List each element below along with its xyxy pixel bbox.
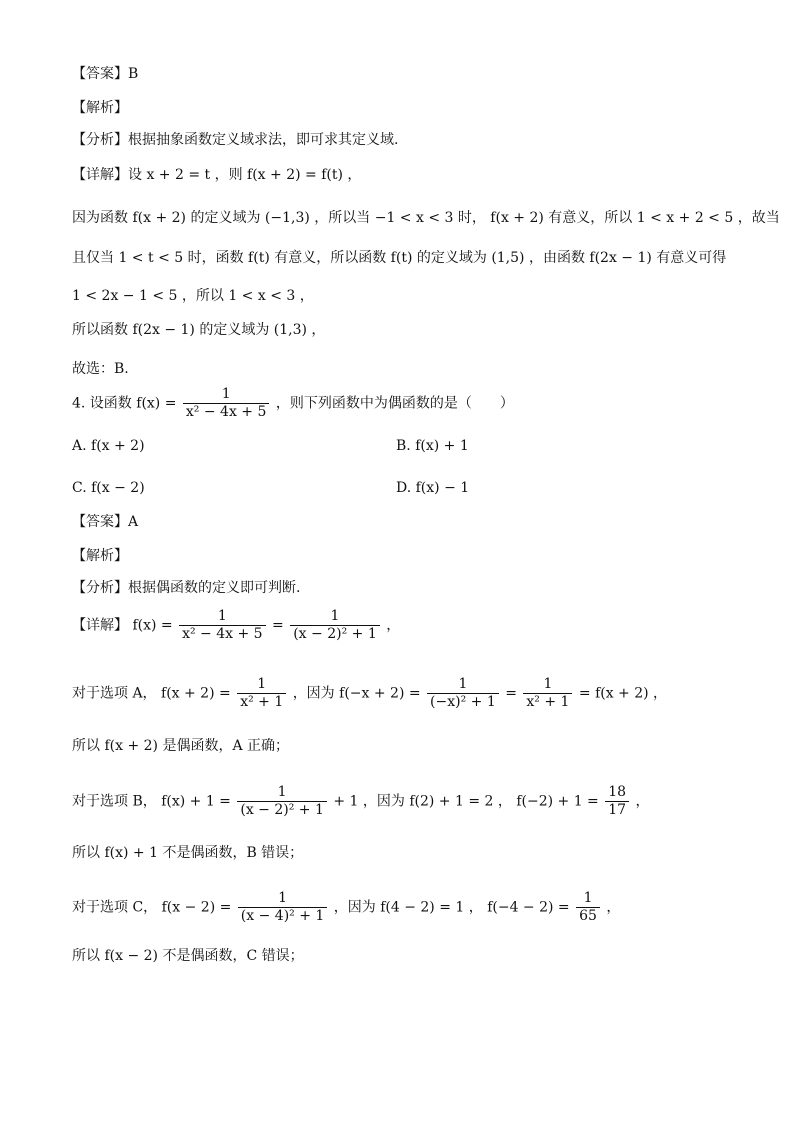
fraction-numerator: 1 — [217, 608, 227, 624]
option-c-conclusion: 所以 f(x − 2) 不是偶函数，C 错误； — [72, 948, 304, 964]
fraction-numerator: 1 — [277, 784, 287, 800]
fraction-2 — [576, 890, 600, 925]
question-4-fraction — [183, 386, 269, 421]
fraction-1 — [179, 608, 265, 643]
option-c: C. f(x − 2) — [72, 480, 145, 496]
fraction-1 — [238, 890, 328, 925]
detail-equation-fx — [72, 608, 400, 643]
check-suffix: = f(x + 2) ， — [578, 685, 668, 702]
analysis-label-2: 【解析】 — [72, 548, 128, 564]
fraction-denominator: 65 — [576, 907, 600, 925]
fraction-numerator: 1 — [458, 676, 468, 692]
fraction-3 — [523, 676, 572, 711]
fraction-1 — [237, 676, 286, 711]
equals-sign: = — [505, 685, 517, 702]
check-middle: ，因为 f(−x + 2) = — [292, 685, 421, 702]
option-a-check — [72, 676, 667, 711]
fraction-numerator: 18 — [608, 784, 627, 800]
option-c-check — [72, 890, 620, 925]
analysis-label-1: 【解析】 — [72, 100, 128, 116]
option-d: D. f(x) − 1 — [396, 480, 470, 496]
equation-suffix: ， — [386, 617, 401, 634]
check-middle: ，因为 f(4 − 2) = 1 ， f(−4 − 2) = — [333, 899, 570, 916]
answer-label-2: 【答案】A — [72, 514, 139, 530]
fraction-denominator: x² + 1 — [237, 693, 286, 711]
check-middle: + 1 ，因为 f(2) + 1 = 2 ， f(−2) + 1 = — [333, 793, 599, 810]
question-4-prefix: 4. 设函数 f(x) = — [72, 395, 177, 412]
option-b: B. f(x) + 1 — [396, 438, 469, 454]
detail-line-3: 且仅当 1 < t < 5 时，函数 f(t) 有意义，所以函数 f(t) 的定义域为 (1,5) ，由函数 f(2x − 1) 有意义可得 — [72, 250, 727, 266]
fraction-denominator: x² − 4x + 5 — [183, 403, 269, 421]
fraction-denominator: (x − 2)² + 1 — [237, 801, 327, 819]
detail-line-2: 因为函数 f(x + 2) 的定义域为 (−1,3) ，所以当 −1 < x < 3 时， f(x + 2) 有意义，所以 1 < x + 2 < 5 ，故当 — [72, 210, 780, 226]
fraction-1 — [237, 784, 327, 819]
fraction-numerator: 1 — [278, 890, 288, 906]
detail-line-5: 所以函数 f(2x − 1) 的定义域为 (1,3) ， — [72, 322, 326, 338]
option-a: A. f(x + 2) — [72, 438, 145, 454]
check-prefix: 对于选项 B， f(x) + 1 = — [72, 793, 231, 810]
equals-sign: = — [272, 617, 284, 634]
check-suffix: ， — [606, 899, 621, 916]
option-a-conclusion: 所以 f(x + 2) 是偶函数，A 正确； — [72, 738, 289, 754]
conclusion-line-1: 故选：B. — [72, 361, 129, 377]
fraction-numerator: 1 — [543, 676, 553, 692]
question-4 — [72, 386, 514, 421]
fraction-2 — [427, 676, 499, 711]
detail-line-4: 1 < 2x − 1 < 5 ，所以 1 < x < 3 ， — [72, 288, 314, 304]
fraction-denominator: (−x)² + 1 — [427, 693, 499, 711]
fraction-2 — [605, 784, 629, 819]
fraction-numerator: 1 — [583, 890, 593, 906]
fraction-numerator: 1 — [221, 386, 231, 402]
fraction-denominator: 17 — [605, 801, 629, 819]
equation-prefix: 【详解】 f(x) = — [72, 617, 173, 634]
check-suffix: ， — [635, 793, 650, 810]
option-b-check — [72, 784, 650, 819]
fraction-numerator: 1 — [330, 608, 340, 624]
fraction-numerator: 1 — [257, 676, 267, 692]
analysis-text-1: 【分析】根据抽象函数定义域求法，即可求其定义域. — [72, 132, 399, 148]
answer-label-1: 【答案】B — [72, 66, 139, 82]
analysis-text-2: 【分析】根据偶函数的定义即可判断. — [72, 580, 301, 596]
check-prefix: 对于选项 A， f(x + 2) = — [72, 685, 231, 702]
fraction-2 — [290, 608, 380, 643]
fraction-denominator: (x − 4)² + 1 — [238, 907, 328, 925]
detail-line-1: 【详解】设 x + 2 = t ，则 f(x + 2) = f(t) ， — [72, 167, 362, 183]
fraction-denominator: x² + 1 — [523, 693, 572, 711]
question-4-suffix: ，则下列函数中为偶函数的是（ ） — [275, 395, 514, 412]
check-prefix: 对于选项 C， f(x − 2) = — [72, 899, 232, 916]
option-b-conclusion: 所以 f(x) + 1 不是偶函数，B 错误； — [72, 845, 304, 861]
fraction-denominator: (x − 2)² + 1 — [290, 625, 380, 643]
fraction-denominator: x² − 4x + 5 — [179, 625, 265, 643]
